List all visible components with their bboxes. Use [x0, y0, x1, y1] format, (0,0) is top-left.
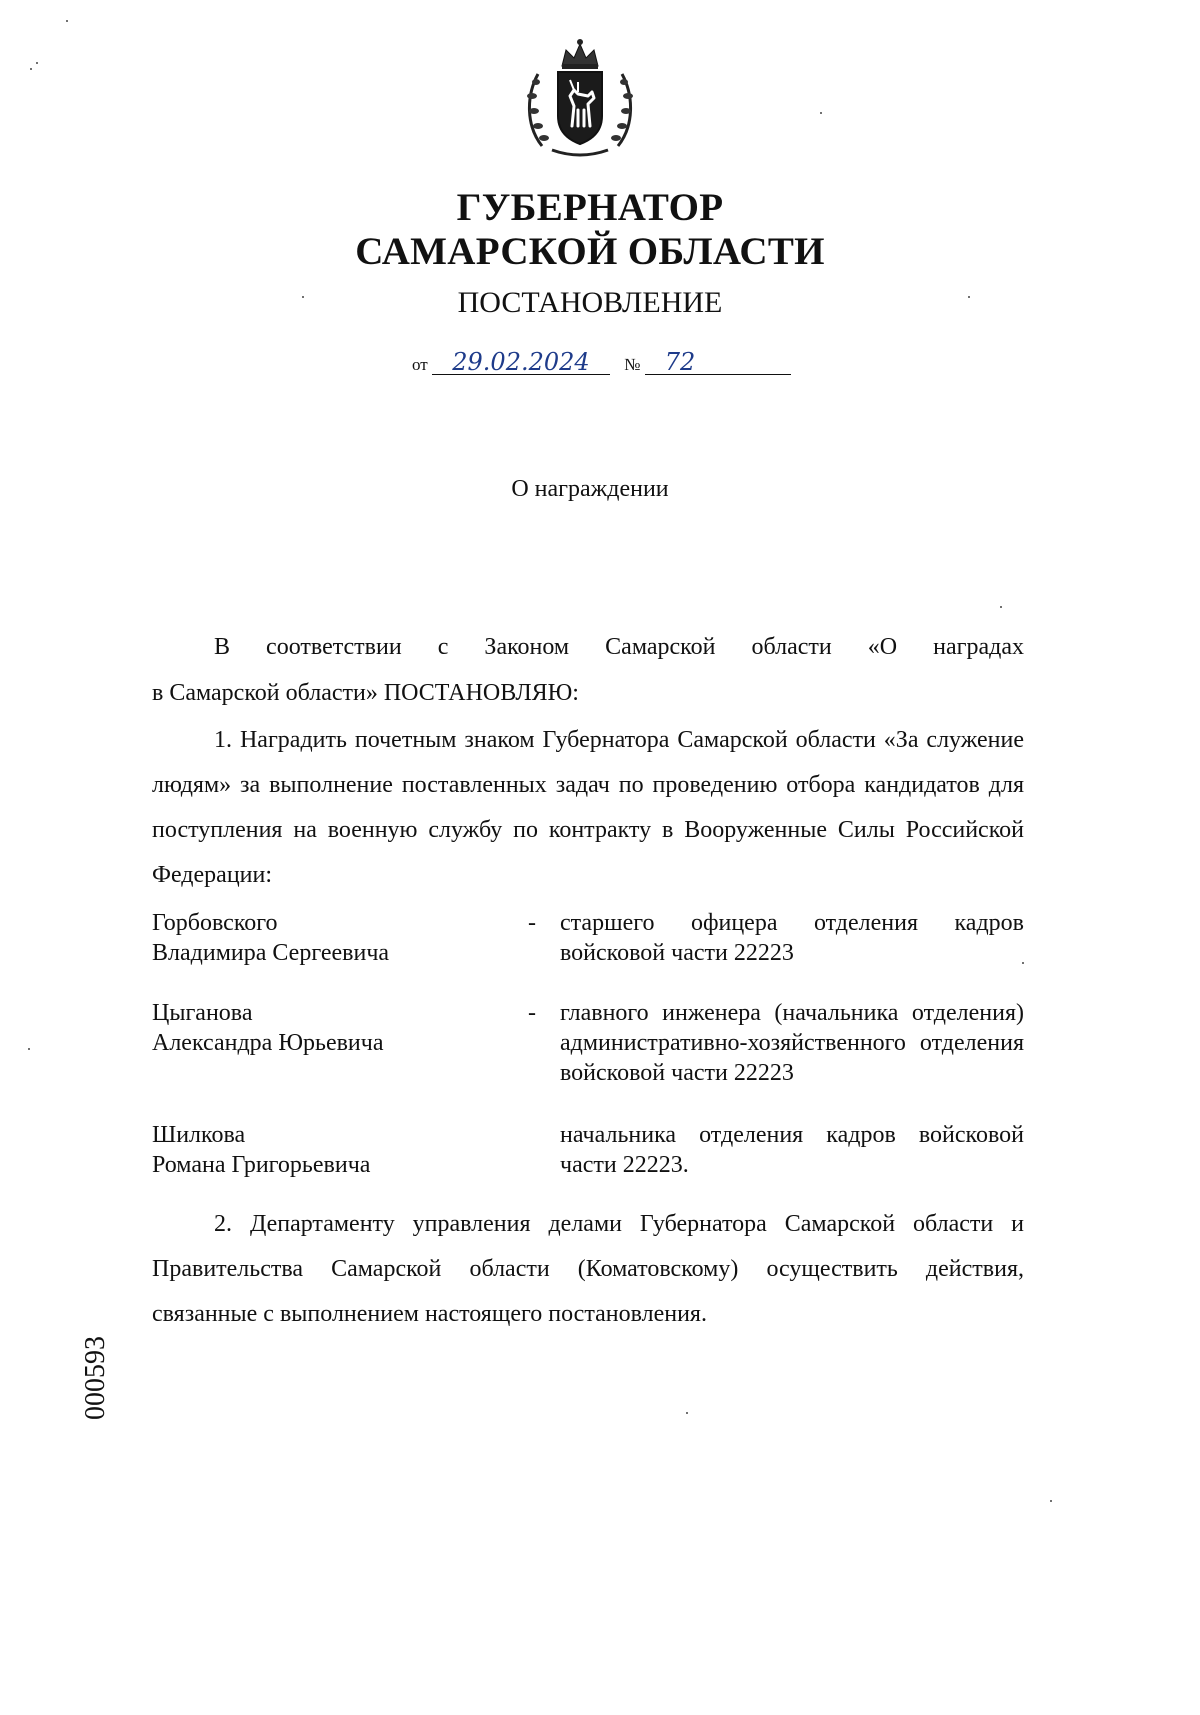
awardee-name: [152, 1120, 482, 1180]
scan-speck: [968, 296, 970, 298]
awardee-given-names: Романа Григорьевича: [152, 1152, 371, 1178]
title-region: САМАРСКОЙ ОБЛАСТИ: [355, 230, 825, 273]
samara-coat-of-arms-icon: [522, 36, 638, 160]
number-prefix: №: [624, 355, 641, 374]
awardee-given-names: Владимира Сергеевича: [152, 940, 390, 966]
awardee-position: старшего офицера отделения кадров войсковой части 22223: [560, 910, 1024, 966]
awardee-dash: -: [528, 910, 536, 936]
subject-heading: О награждении: [511, 476, 669, 502]
awardee-given-names: Александра Юрьевича: [152, 1030, 384, 1056]
date-prefix: от: [412, 355, 428, 374]
scan-speck: [36, 62, 38, 64]
scan-speck: [686, 1412, 688, 1414]
awardee-position: главного инженера (начальника отделения) административно-хозяйственного отделения войсковой части 22223: [560, 1000, 1024, 1086]
date-number-line: [412, 350, 791, 375]
awardee-surname: Горбовского: [152, 910, 278, 936]
item-1: 1. Наградить почетным знаком Губернатора Самарской области «За служение людям» за выполнение поставленных задач по проведению отбора кандидатов для поступления на военную службу по контракту в Вооруженные Силы Российской Федерации:: [152, 727, 1024, 888]
scan-speck: [820, 112, 822, 114]
awardee-name: [152, 908, 482, 968]
side-serial-number: [80, 1320, 130, 1420]
scan-speck: [30, 68, 32, 70]
scan-speck: [1022, 962, 1024, 964]
intro-line-2: в Самарской области» ПОСТАНОВЛЯЮ:: [152, 680, 579, 706]
item-2: 2. Департаменту управления делами Губернатора Самарской области и Правительства Самарской области (Коматовскому) осуществить действия, связанные с выполнением настоящего постановления.: [152, 1211, 1024, 1327]
document-type: ПОСТАНОВЛЕНИЕ: [457, 286, 723, 319]
scan-speck: [66, 20, 68, 22]
awardee-surname: Шилкова: [152, 1122, 246, 1148]
number-value: 72: [645, 350, 791, 375]
scan-speck: [1050, 1500, 1052, 1502]
scan-speck: [1000, 606, 1002, 608]
awardee-surname: Цыганова: [152, 1000, 253, 1026]
intro-line-1: В соответствии с Законом Самарской области «О наградах: [214, 634, 1024, 660]
scan-speck: [302, 296, 304, 298]
awardee-position: начальника отделения кадров войсковой части 22223.: [560, 1122, 1024, 1178]
date-value: 29.02.2024: [432, 350, 610, 375]
title-governor: ГУБЕРНАТОР: [456, 186, 724, 229]
awardee-dash: -: [528, 1000, 536, 1026]
scan-speck: [28, 1048, 30, 1050]
side-serial-number-text: 000593: [80, 1336, 111, 1420]
awardee-name: [152, 998, 482, 1058]
